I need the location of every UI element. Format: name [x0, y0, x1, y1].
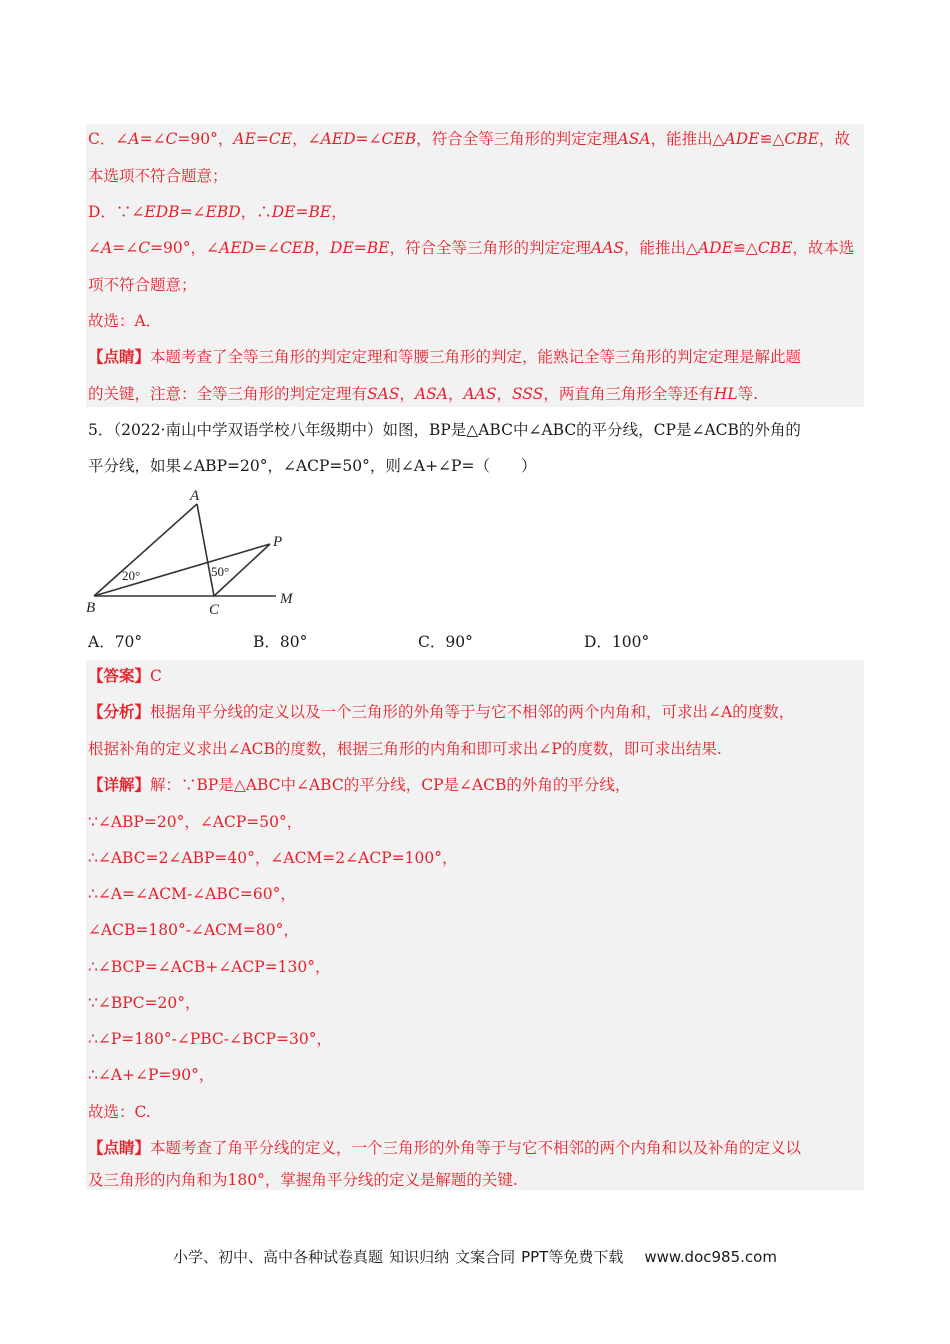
detail-line-2: ∴∠ABC=2∠ABP=40°，∠ACM=2∠ACP=100°， [88, 849, 458, 867]
segment-ba [94, 504, 197, 596]
angle-label-50: 50° [211, 564, 230, 579]
option-d-explanation-line3: 项不符合题意； [88, 276, 197, 294]
answer-line: 【答案】C [88, 666, 162, 685]
detail-line-4: ∠ACB=180°-∠ACM=80°， [88, 921, 299, 939]
prev-choose-line: 故选：A． [88, 312, 162, 330]
page-footer: 小学、初中、高中各种试卷真题 知识归纳 文案合同 PPT等免费下载 www.doc985.com [173, 1248, 777, 1266]
segment-bp [94, 544, 270, 596]
label-c: C [209, 602, 220, 618]
detail-line-7: ∴∠P=180°-∠PBC-∠BCP=30°， [88, 1030, 332, 1048]
answer-note-line1: 【点睛】本题考查了角平分线的定义，一个三角形的外角等于与它不相邻的两个内角和以及补角的定义以 [88, 1138, 802, 1157]
label-b: B [86, 600, 96, 616]
detail-line-9: 故选：C. [88, 1103, 151, 1121]
option-d: D．100° [584, 633, 650, 651]
detail-line-3: ∴∠A=∠ACM-∠ABC=60°， [88, 885, 296, 903]
option-d-explanation-line1: D．∵∠EDB=∠EBD，∴DE=BE， [88, 203, 347, 221]
option-c-explanation-line2: 本选项不符合题意； [88, 167, 228, 185]
note-tag: 【点睛】 [88, 347, 151, 366]
prev-note-line1: 【点睛】本题考查了全等三角形的判定定理和等腰三角形的判定，能熟记全等三角形的判定定理是解此题 [88, 347, 802, 366]
detail-line-0: 【详解】解：∵BP是△ABC中∠ABC的平分线，CP是∠ACB的外角的平分线， [88, 775, 631, 794]
analysis-line1: 【分析】根据角平分线的定义以及一个三角形的外角等于与它不相邻的两个内角和，可求出∠A的度数， [88, 702, 795, 721]
question-line2: 平分线，如果∠ABP=20°，∠ACP=50°，则∠A+∠P=（ ） [88, 457, 537, 475]
detail-line-8: ∴∠A+∠P=90°， [88, 1066, 215, 1084]
option-c: C．90° [418, 633, 473, 651]
triangle-figure [84, 484, 304, 624]
option-b: B．80° [253, 633, 308, 651]
prev-note-line2: 的关键，注意：全等三角形的判定定理有SAS，ASA，AAS，SSS，两直角三角形全等还有HL等. [88, 385, 759, 403]
question-line1: 5．（2022·南山中学双语学校八年级期中）如图，BP是△ABC中∠ABC的平分线，CP是∠ACB的外角的 [88, 421, 801, 439]
angle-label-20: 20° [122, 568, 141, 583]
detail-line-1: ∵∠ABP=20°，∠ACP=50°， [88, 813, 303, 831]
answer-note-line2: 及三角形的内角和为180°，掌握角平分线的定义是解题的关键. [88, 1171, 518, 1189]
analysis-line2: 根据补角的定义求出∠ACB的度数，根据三角形的内角和即可求出∠P的度数，即可求出结果. [88, 740, 722, 758]
label-p: P [273, 534, 283, 550]
detail-line-6: ∵∠BPC=20°， [88, 994, 201, 1012]
detail-line-5: ∴∠BCP=∠ACB+∠ACP=130°， [88, 958, 331, 976]
option-d-explanation-line2: ∠A=∠C=90°，∠AED=∠CEB，DE=BE，符合全等三角形的判定定理AAS，能推出△ADE≌△CBE，故本选 [88, 239, 855, 257]
option-c-explanation-line1: C．∠A=∠C=90°，AE=CE，∠AED=∠CEB，符合全等三角形的判定定理ASA，能推出△ADE≌△CBE，故 [88, 130, 850, 148]
segment-ac [197, 504, 214, 596]
option-a: A．70° [88, 633, 143, 651]
label-a: A [190, 488, 200, 504]
label-m: M [280, 591, 293, 607]
